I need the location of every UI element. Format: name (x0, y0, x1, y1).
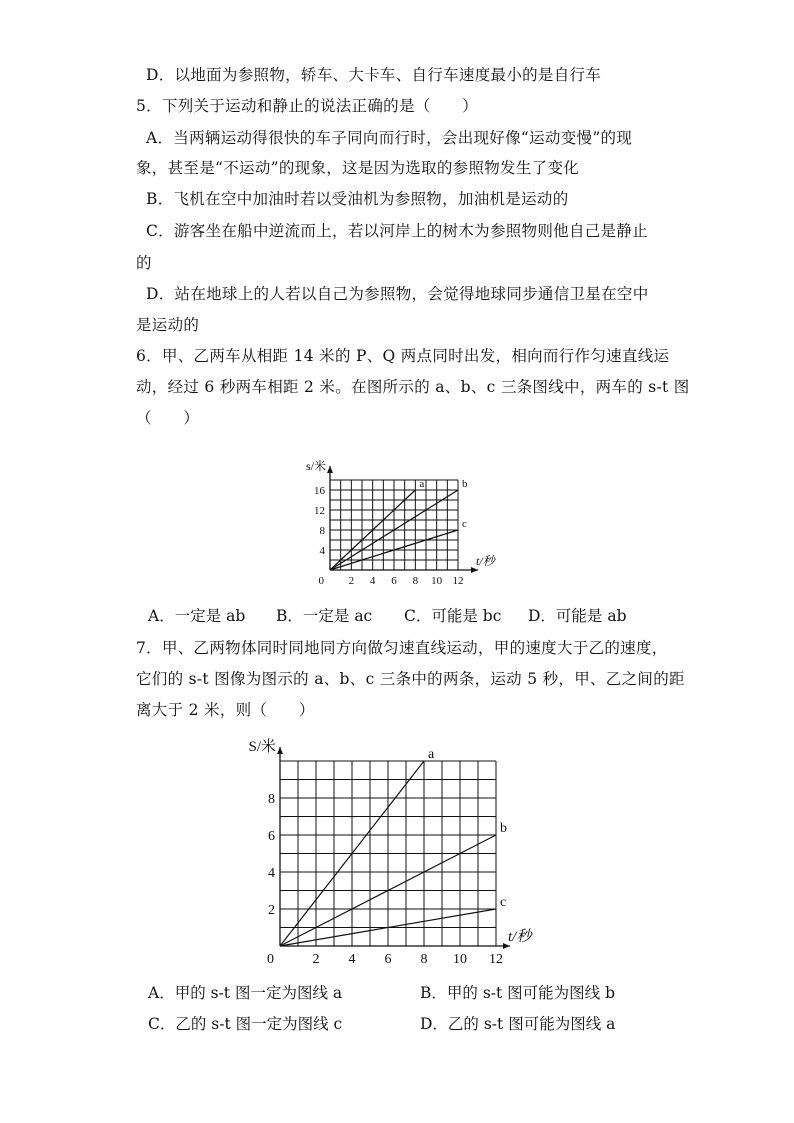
origin-label: 0 (318, 575, 324, 587)
q7-option-a: A．甲的 s-t 图一定为图线 a (148, 984, 343, 1002)
q6-stem-line3: （ ） (136, 409, 200, 427)
q5-option-c-line2: 的 (136, 254, 152, 272)
series-label-a: a (428, 747, 435, 762)
y-tick-label: 2 (268, 902, 275, 918)
series-label-b: b (462, 478, 468, 490)
y-tick-label: 8 (319, 524, 325, 537)
q5-option-c-line1: C．游客坐在船中逆流而上，若以河岸上的树木为参照物则他自己是静止 (146, 222, 648, 240)
x-tick-label: 8 (420, 952, 428, 967)
y-tick-label: 16 (314, 484, 325, 497)
q7-stem-line3: 离大于 2 米，则（ ） (136, 701, 315, 719)
q7-option-d: D．乙的 s-t 图可能为图线 a (420, 1015, 616, 1033)
y-tick-label: 12 (314, 504, 325, 517)
x-tick-label: 4 (348, 952, 356, 967)
y-tick-label: 4 (319, 544, 325, 557)
x-tick-label: 2 (348, 575, 355, 587)
q6-option-c: C．可能是 bc (404, 607, 502, 625)
y-tick-label: 8 (268, 791, 275, 807)
q5-option-a-line1: A．当两辆运动得很快的车子同向而行时，会出现好像“运动变慢”的现 (146, 129, 633, 147)
q6-figure (290, 442, 500, 592)
q5-option-d-line1: D．站在地球上的人若以自己为参照物，会觉得地球同步通信卫星在空中 (146, 285, 649, 303)
x-tick-label: 4 (369, 575, 376, 587)
q5-option-b: B．飞机在空中加油时若以受油机为参照物，加油机是运动的 (146, 190, 569, 208)
q5-stem: 5．下列关于运动和静止的说法正确的是（ ） (136, 97, 478, 115)
q6-option-b: B．一定是 ac (276, 607, 373, 625)
q4-option-d: D．以地面为参照物，轿车、大卡车、自行车速度最小的是自行车 (146, 66, 602, 84)
y-axis-label: s/米 (305, 459, 326, 473)
series-label-a: a (419, 478, 425, 490)
x-axis-label: t/秒 (508, 929, 532, 945)
q7-st-graph (248, 728, 548, 968)
q6-option-a: A．一定是 ab (148, 607, 246, 625)
q7-stem-line1: 7．甲、乙两物体同时同地同方向做匀速直线运动，甲的速度大于乙的速度， (136, 639, 668, 657)
x-tick-label: 8 (412, 575, 419, 587)
q7-figure (248, 728, 548, 968)
q6-option-d: D．可能是 ab (528, 607, 627, 625)
q7-option-c: C．乙的 s-t 图一定为图线 c (148, 1015, 343, 1033)
q6-st-graph (290, 442, 500, 592)
x-tick-label: 2 (312, 952, 320, 967)
x-tick-label: 12 (452, 575, 464, 587)
q7-option-b: B．甲的 s-t 图可能为图线 b (420, 984, 616, 1002)
q6-stem-line2: 动，经过 6 秒两车相距 2 米。在图所示的 a、b、c 三条图线中，两车的 s-t 图 (136, 378, 690, 396)
q7-stem-line2: 它们的 s-t 图像为图示的 a、b、c 三条中的两条，运动 5 秒，甲、乙之间的距 (136, 670, 685, 688)
y-axis-arrow (327, 466, 333, 473)
series-label-b: b (500, 821, 507, 836)
x-tick-label: 6 (384, 952, 392, 967)
x-tick-label: 10 (431, 575, 443, 587)
q6-stem-line1: 6．甲、乙两车从相距 14 米的 P、Q 两点同时出发，相向而行作匀速直线运 (136, 347, 670, 365)
x-tick-label: 12 (489, 952, 503, 967)
series-label-c: c (462, 518, 467, 530)
q5-option-d-line2: 是运动的 (136, 316, 200, 334)
x-axis-label: t/秒 (476, 554, 495, 568)
x-tick-label: 10 (453, 952, 467, 967)
x-tick-label: 6 (391, 575, 397, 587)
y-axis-label: S/米 (248, 739, 276, 755)
series-label-c: c (500, 895, 507, 910)
y-tick-label: 4 (268, 865, 275, 881)
y-tick-label: 6 (268, 828, 275, 844)
y-axis-arrow (277, 747, 283, 754)
q5-option-a-line2: 象，甚至是“不运动”的现象，这是因为选取的参照物发生了变化 (136, 159, 580, 177)
origin-label: 0 (267, 952, 274, 967)
